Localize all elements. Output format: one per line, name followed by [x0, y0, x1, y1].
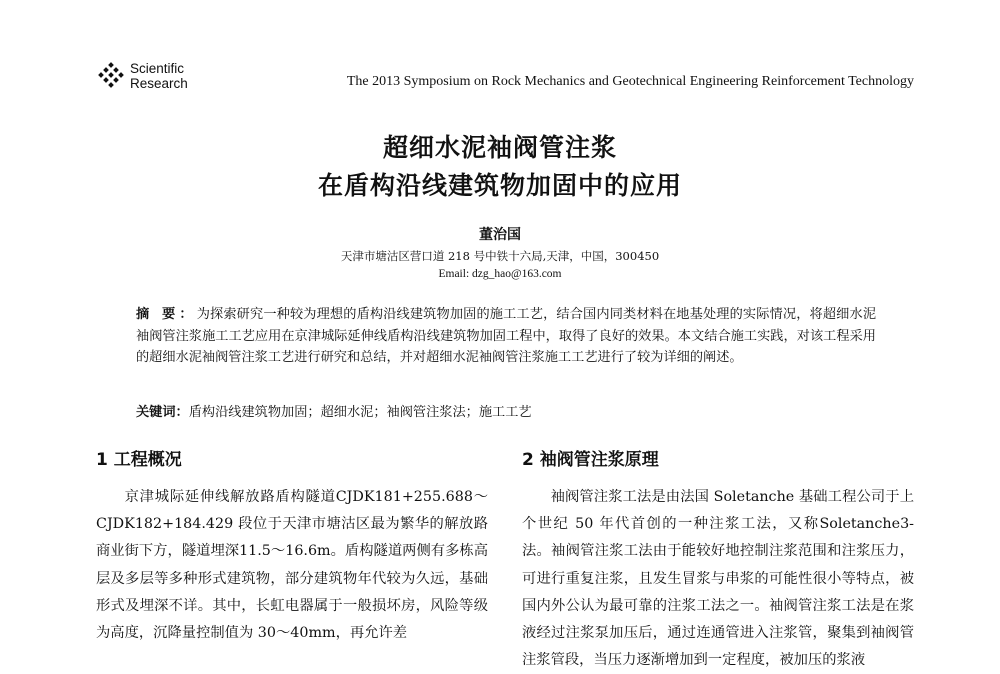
author-name: 董治国 — [479, 227, 521, 243]
scientific-research-logo-icon — [96, 61, 126, 91]
paper-title-line-2: 在盾构沿线建筑物加固中的应用 — [317, 171, 682, 200]
section-1-paragraph: 京津城际延伸线解放路盾构隧道CJDK181+255.688～CJDK182+184.429 段位于天津市塘沽区最为繁华的解放路商业街下方，隧道埋深11.5～16.6m。盾构隧道两侧有多栋高层及多层等多种形式建筑物，部分建筑物年代较为久远，基础形式及埋深不详。其中，长虹电器属于一般损坏房，风险等级为高度，沉降量控制值为 30～40mm，再允许差 — [96, 489, 488, 642]
abstract — [136, 304, 876, 369]
logo-text — [130, 61, 188, 91]
section-2-heading: 2 袖阀管注浆原理 — [522, 450, 659, 470]
section-2-column — [522, 446, 914, 674]
conference-title: The 2013 Symposium on Rock Mechanics and Geotechnical Engineering Reinforcement Technology — [346, 74, 914, 89]
logo-line-2: Research — [130, 76, 188, 91]
section-1-column — [96, 446, 488, 647]
keywords-label: 关键词： — [136, 405, 189, 420]
author-affiliation: 天津市塘沽区营口道 218 号中铁十六局,天津，中国，300450 — [340, 249, 660, 263]
abstract-label: 摘 要： — [136, 307, 197, 322]
author-email: Email: dzg_hao@163.com — [438, 268, 562, 280]
keywords-text: 盾构沿线建筑物加固；超细水泥；袖阀管注浆法；施工工艺 — [188, 405, 532, 420]
section-2-body — [522, 484, 914, 674]
keywords — [136, 402, 876, 423]
section-2-paragraph: 袖阀管注浆工法是由法国 Soletanche 基础工程公司于上个世纪 50 年代首创的一种注浆工法，又称Soletanche3-法。袖阀管注浆工法由于能较好地控制注浆范围和注浆压力，可进行重复注浆，且发生冒浆与串浆的可能性很小等特点，被国内外公认为最可靠的注浆工法之一。袖阀管注浆工法是在浆液经过注浆泵加压后，通过连通管进入注浆管，聚集到袖阀管注浆管段，当压力逐渐增加到一定程度，被加压的浆液 — [522, 489, 914, 669]
publisher-logo — [96, 58, 188, 94]
section-1-heading: 1 工程概况 — [96, 450, 182, 470]
paper-title-line-1: 超细水泥袖阀管注浆 — [382, 133, 617, 162]
section-1-body — [96, 484, 488, 647]
logo-line-1: Scientific — [130, 61, 185, 76]
abstract-text: 为探索研究一种较为理想的盾构沿线建筑物加固的施工工艺，结合国内同类材料在地基处理的实际情况，将超细水泥袖阀管注浆施工工艺应用在京津城际延伸线盾构沿线建筑物加固工程中，取得了良好的效果。本文结合施工实践，对该工程采用的超细水泥袖阀管注浆工艺进行研究和总结，并对超细水泥袖阀管注浆施工工艺进行了较为详细的阐述。 — [136, 307, 877, 365]
